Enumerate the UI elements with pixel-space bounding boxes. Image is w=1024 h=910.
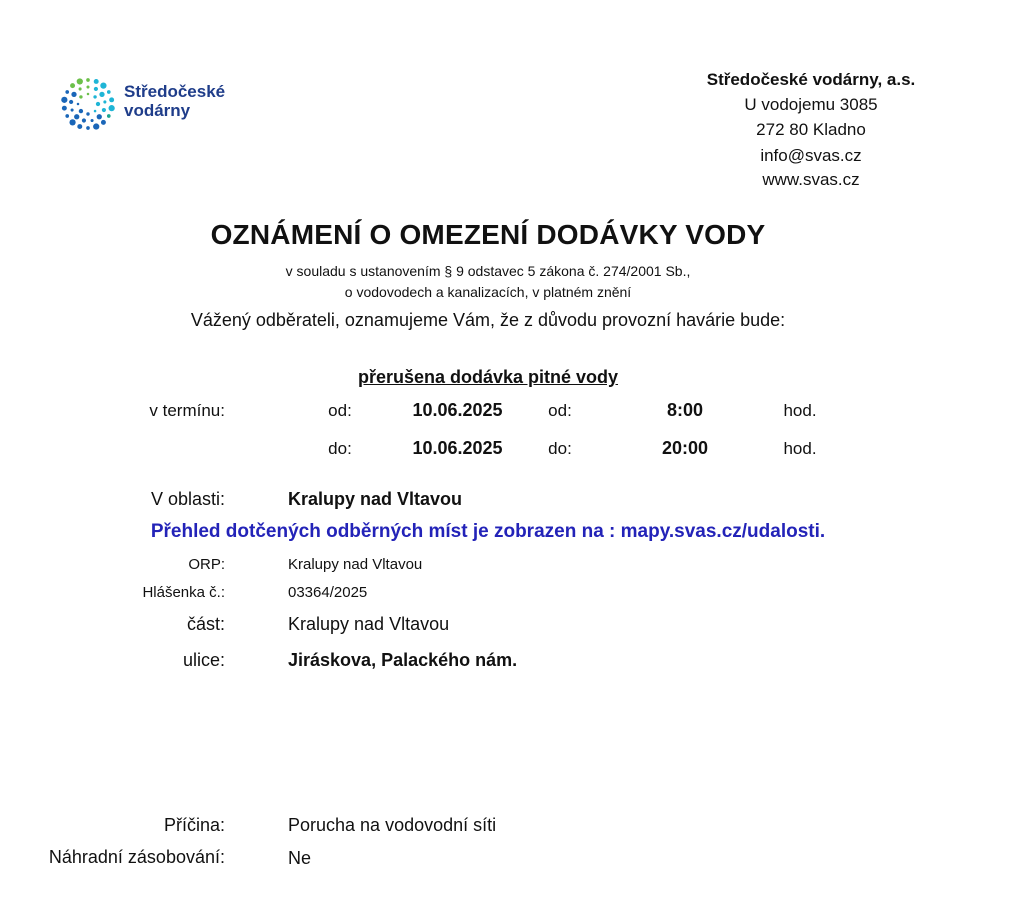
logo-dot (101, 120, 106, 125)
replacement-supply-label: Náhradní zásobování: (48, 847, 225, 867)
logo-dot (65, 90, 69, 94)
logo-dot (86, 78, 90, 82)
start-time-label: od: (548, 401, 572, 420)
legal-reference-line2: o vodovodech a kanalizacích, v platném znění (344, 284, 632, 300)
water-drops-logo-icon (55, 74, 121, 134)
end-time-unit: hod. (783, 439, 817, 458)
legal-reference-line1: v souladu s ustanovením § 9 odstavec 5 zákona č. 274/2001 Sb., (285, 263, 691, 279)
term-label: v termínu: (149, 401, 225, 420)
logo-dot (69, 119, 75, 125)
logo-dot (77, 124, 82, 129)
affected-places-link-text: Přehled dotčených odběrných míst je zobrazen na : mapy.svas.cz/udalosti. (150, 521, 826, 542)
orp-label: ORP: (188, 556, 225, 573)
end-date-value: 10.06.2025 (412, 438, 503, 458)
end-time-value: 20:00 (661, 438, 709, 458)
logo-text-line2: vodárny (124, 101, 191, 120)
company-email: info@svas.cz (760, 146, 862, 165)
end-time-label: do: (548, 439, 572, 458)
company-name: Středočeské vodárny, a.s. (706, 70, 916, 89)
logo-dot (71, 108, 74, 111)
logo-dot (86, 112, 89, 115)
logo-dot (99, 92, 104, 97)
logo-dot (86, 85, 89, 88)
logo-dot (70, 83, 75, 88)
cause-value: Porucha na vodovodní síti (288, 815, 497, 835)
company-street: U vodojemu 3085 (744, 95, 878, 114)
logo-dot (94, 79, 99, 84)
logo-dot (100, 82, 106, 88)
orp-value: Kralupy nad Vltavou (288, 556, 423, 573)
logo-dot (109, 105, 115, 111)
interruption-heading: přerušena dodávka pitné vody (357, 367, 619, 387)
logo-text-line1: Středočeské (124, 82, 226, 101)
report-number-label: Hlášenka č.: (142, 584, 225, 601)
logo-dot (71, 92, 76, 97)
logo-dot (103, 100, 106, 103)
logo-dot (65, 114, 69, 118)
logo-dot (79, 109, 83, 113)
start-time-value: 8:00 (666, 400, 704, 420)
company-logo (55, 74, 255, 134)
logo-dot (97, 114, 102, 119)
district-part-value: Kralupy nad Vltavou (288, 614, 450, 634)
start-date-label: od: (328, 401, 352, 420)
street-label: ulice: (182, 650, 225, 670)
logo-dot (69, 100, 73, 104)
start-time-unit: hod. (783, 401, 817, 420)
logo-dot (87, 93, 90, 96)
logo-dot (109, 97, 114, 102)
area-value: Kralupy nad Vltavou (288, 489, 463, 509)
logo-dot (93, 95, 96, 98)
logo-dot (79, 87, 82, 90)
notice-title: OZNÁMENÍ O OMEZENÍ DODÁVKY VODY (210, 219, 766, 250)
cause-label: Příčina: (163, 815, 225, 835)
street-value: Jiráskova, Palackého nám. (288, 650, 518, 670)
logo-dot (102, 108, 106, 112)
logo-dot (62, 106, 67, 111)
report-number-value: 03364/2025 (288, 584, 368, 601)
logo-dot (82, 118, 86, 122)
logo-dot (96, 102, 100, 106)
logo-dot (74, 114, 79, 119)
start-date-value: 10.06.2025 (412, 400, 503, 420)
logo-dot (94, 110, 97, 113)
logo-dot (107, 114, 111, 118)
greeting-text: Vážený odběrateli, oznamujeme Vám, že z důvodu provozní havárie bude: (190, 310, 786, 330)
logo-dot (77, 78, 83, 84)
logo-dot (79, 95, 82, 98)
area-label: V oblasti: (150, 489, 225, 509)
logo-dot (107, 90, 111, 94)
district-part-label: část: (186, 614, 225, 634)
company-city: 272 80 Kladno (756, 120, 866, 139)
logo-dot (61, 97, 67, 103)
end-date-label: do: (328, 439, 352, 458)
logo-dot (86, 126, 90, 130)
replacement-supply-value: Ne (288, 848, 312, 868)
logo-dot (93, 123, 99, 129)
company-website: www.svas.cz (762, 170, 860, 189)
logo-dot (77, 103, 80, 106)
logo-dot (91, 119, 94, 122)
logo-dot (94, 87, 98, 91)
